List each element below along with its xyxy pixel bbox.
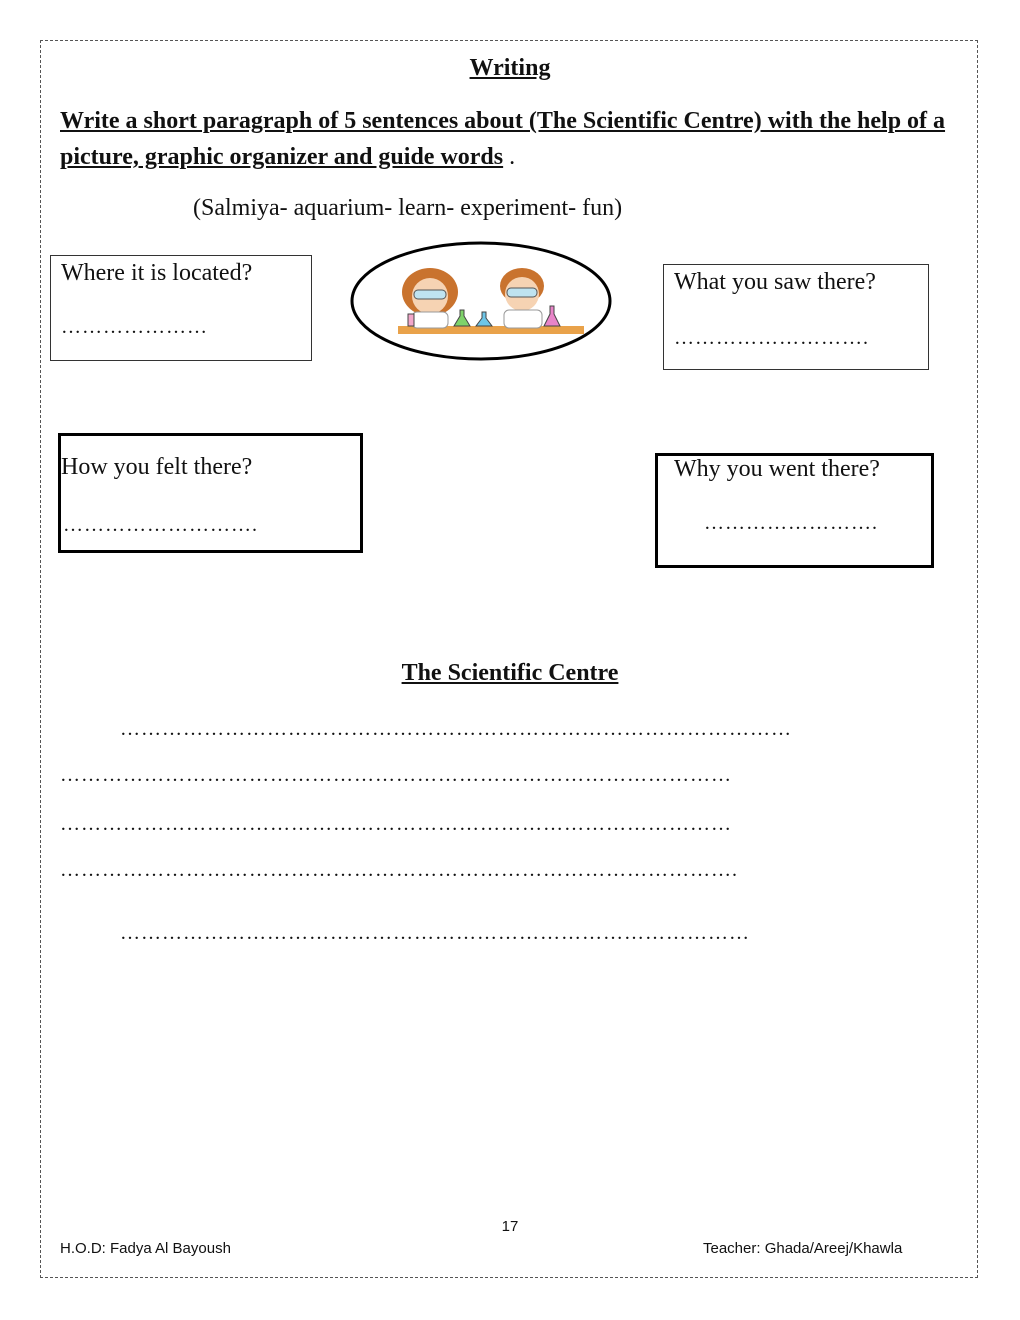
box-location-blank[interactable]: ………………… (61, 316, 208, 338)
writing-line-2[interactable]: …………………………………………………………………………………… (60, 764, 732, 786)
box-saw-question: What you saw there? (674, 269, 876, 295)
box-why-blank[interactable]: ……………………. (704, 512, 878, 534)
paragraph-title: The Scientific Centre (401, 660, 619, 686)
writing-line-5[interactable]: ……………………………………………………………………………… (120, 922, 750, 944)
instructions (60, 103, 960, 175)
box-felt-blank[interactable]: ………………………. (63, 514, 258, 536)
writing-line-4[interactable]: ……………………………………………………………………………………. (60, 859, 738, 881)
box-saw (663, 264, 929, 370)
box-location-question: Where it is located? (61, 260, 253, 286)
center-picture (350, 240, 616, 362)
instructions-text: Write a short paragraph of 5 sentences about (The Scientific Centre) with the help of a picture, graphic organizer and guide words (60, 108, 946, 170)
box-why-question: Why you went there? (674, 456, 880, 482)
box-location (50, 255, 312, 361)
writing-line-1[interactable]: …………………………………………………………………………………… (120, 718, 792, 740)
writing-line-3[interactable]: …………………………………………………………………………………… (60, 813, 732, 835)
section-title: Writing (469, 55, 551, 81)
box-why (655, 453, 934, 568)
science-kids-icon (350, 240, 616, 362)
instructions-end: . (509, 144, 516, 170)
page-border (40, 40, 978, 1278)
guide-words: (Salmiya- aquarium- learn- experiment- fun) (193, 195, 623, 221)
footer-hod: H.O.D: Fadya Al Bayoush (60, 1240, 231, 1257)
box-felt-question: How you felt there? (61, 454, 253, 480)
page-number: 17 (501, 1218, 519, 1235)
box-felt (58, 433, 363, 553)
box-saw-blank[interactable]: ………………………. (674, 327, 869, 349)
footer-teacher: Teacher: Ghada/Areej/Khawla (703, 1240, 903, 1257)
